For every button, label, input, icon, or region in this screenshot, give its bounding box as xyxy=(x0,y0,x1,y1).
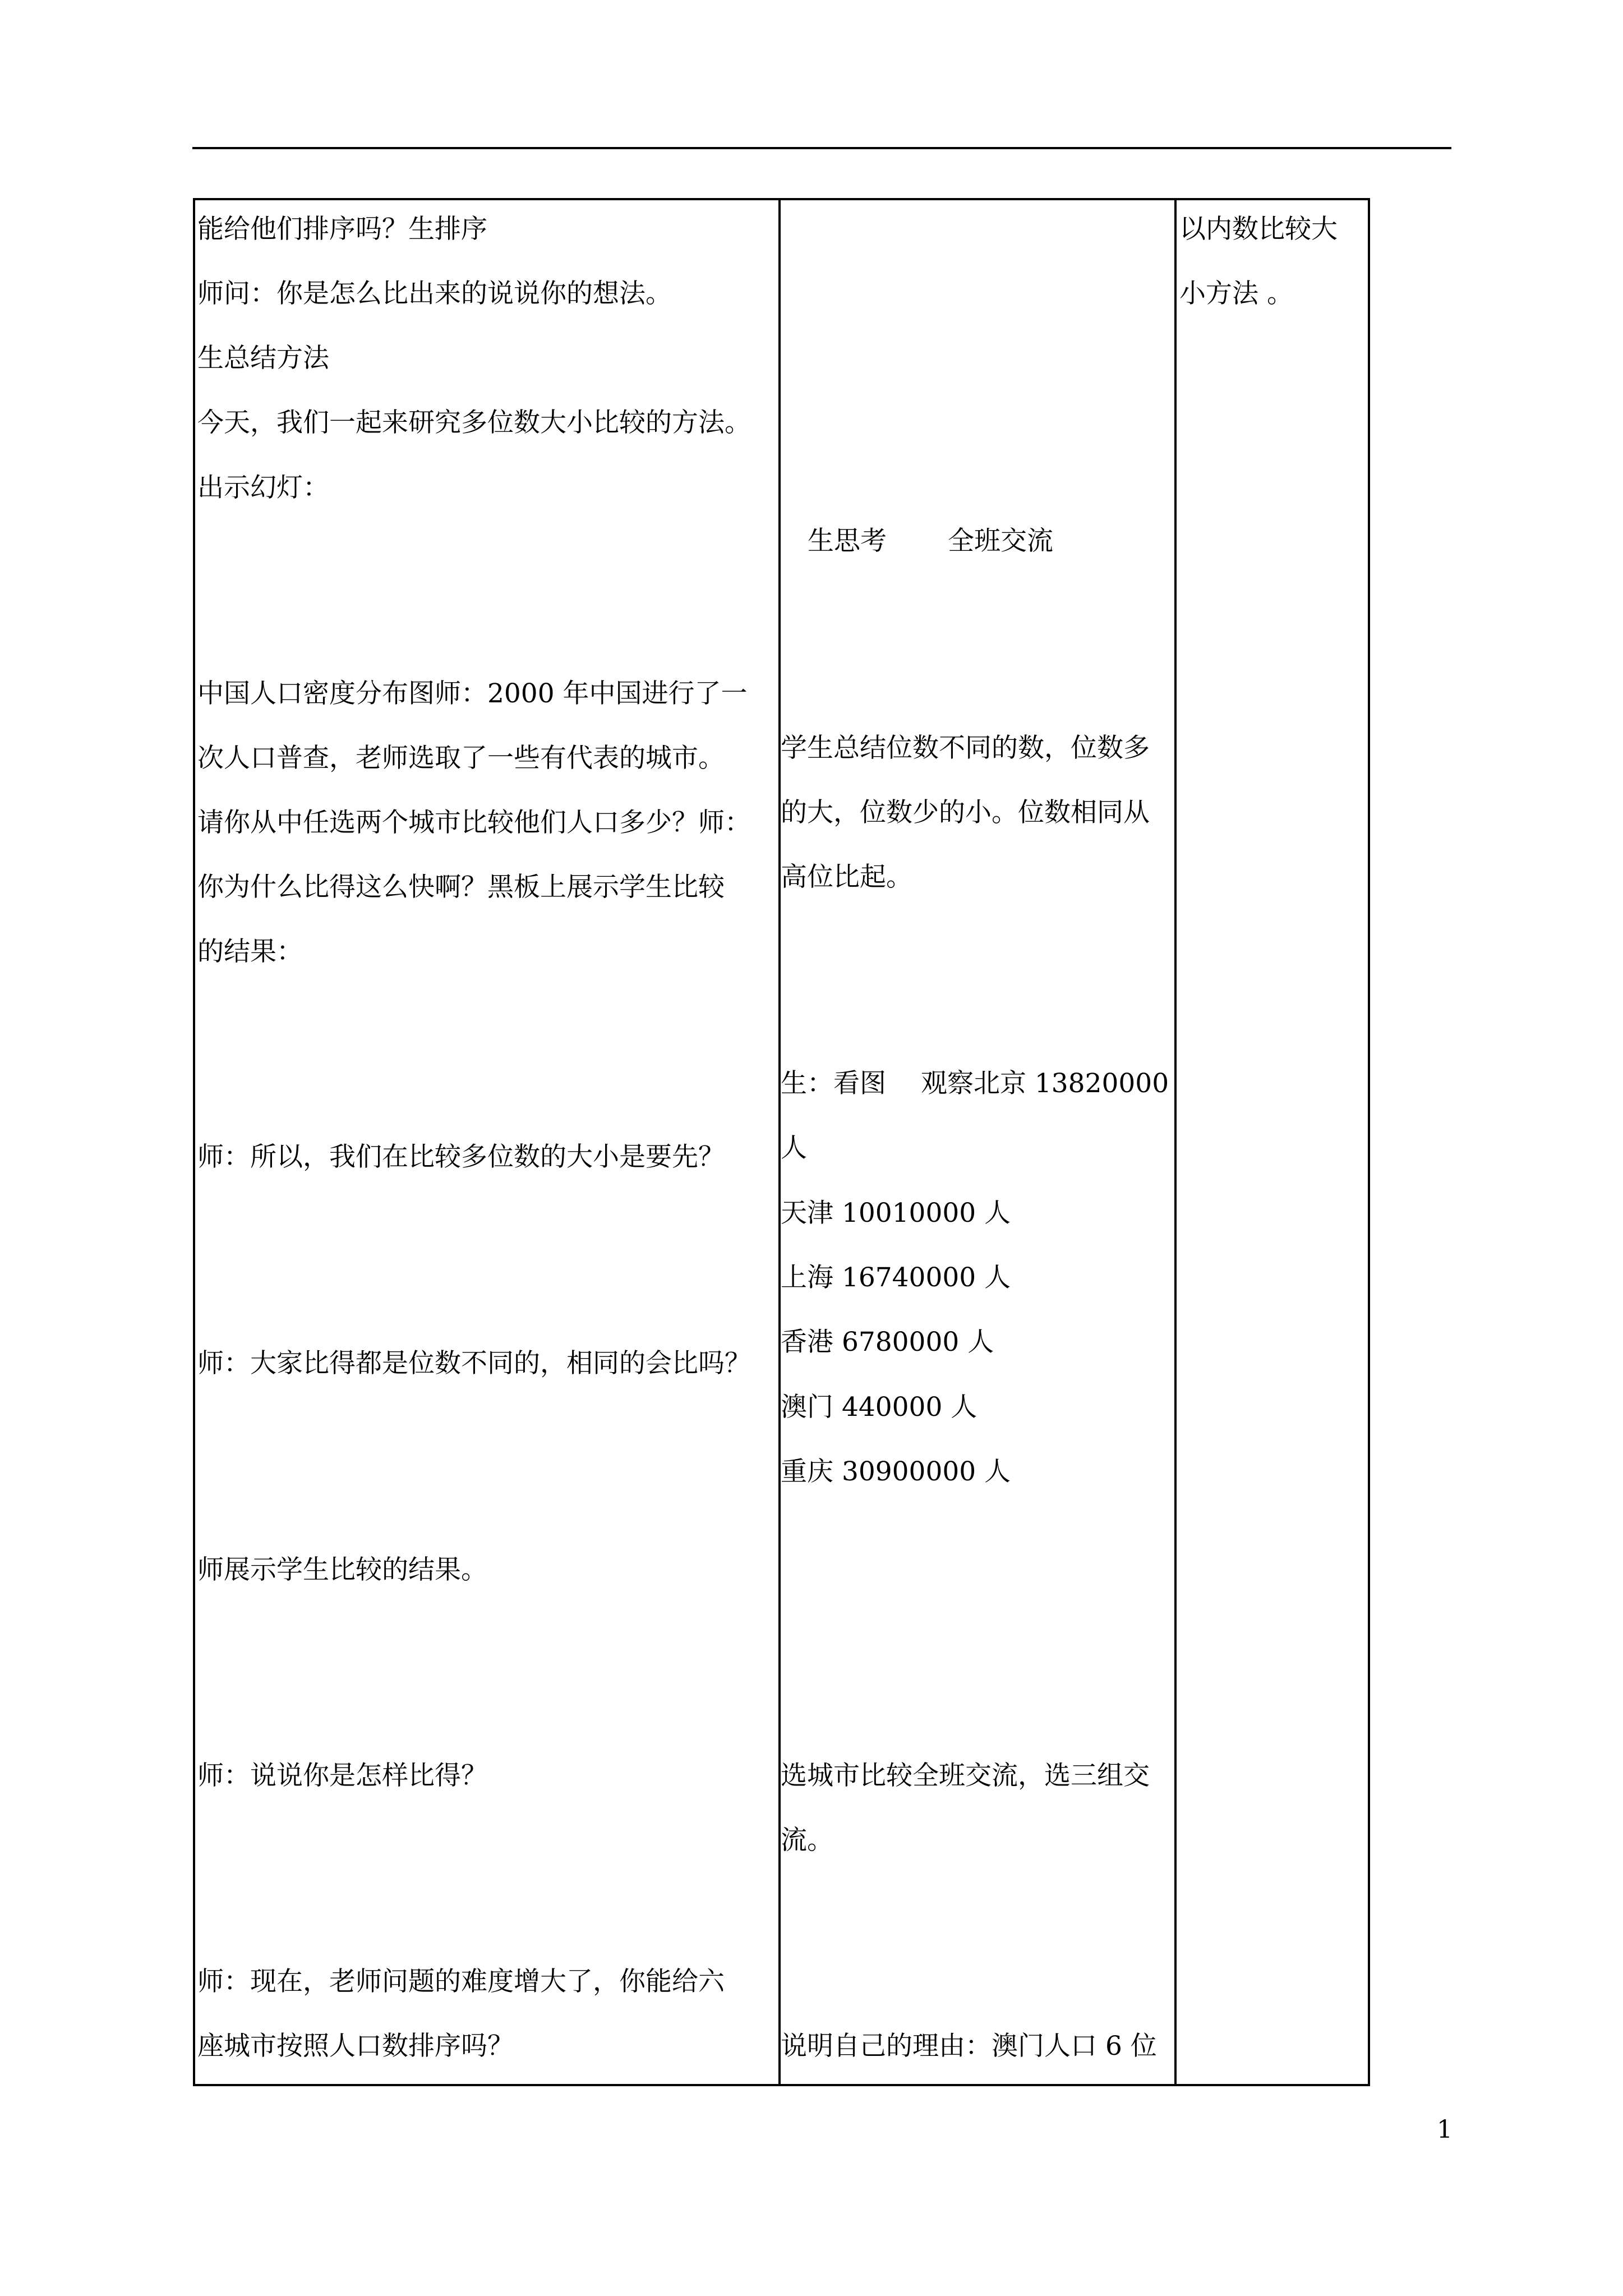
text-line: 天津 10010000 人 xyxy=(781,1198,1011,1228)
text-line: 你为什么比得这么快啊？黑板上展示学生比较 xyxy=(197,872,725,903)
text-line: 上海 16740000 人 xyxy=(781,1262,1011,1293)
text-line: 高位比起。 xyxy=(781,862,912,892)
text-line: 今天，我们一起来研究多位数大小比较的方法。 xyxy=(197,407,751,438)
text-line: 的结果： xyxy=(197,936,303,967)
text-line: 能给他们排序吗？生排序 xyxy=(197,214,487,245)
text-line: 选城市比较全班交流，选三组交 xyxy=(781,1760,1150,1791)
column-divider-2 xyxy=(1174,198,1177,2086)
text-line: 生：看图 观察北京 13820000 xyxy=(781,1068,1169,1099)
text-line: 出示幻灯： xyxy=(197,472,329,503)
text-line: 人 xyxy=(781,1133,807,1163)
text-line: 小方法 。 xyxy=(1179,278,1293,309)
text-line: 说明自己的理由：澳门人口 6 位 xyxy=(781,2031,1157,2062)
text-line: 师：说说你是怎样比得？ xyxy=(197,1760,487,1791)
text-line: 师：大家比得都是位数不同的，相同的会比吗？ xyxy=(197,1348,751,1379)
text-line: 流。 xyxy=(781,1825,833,1856)
text-line: 座城市按照人口数排序吗？ xyxy=(197,2031,514,2062)
text-line: 师问：你是怎么比出来的说说你的想法。 xyxy=(197,278,672,309)
header-rule xyxy=(192,147,1451,149)
text-line: 香港 6780000 人 xyxy=(781,1327,994,1358)
text-line: 师展示学生比较的结果。 xyxy=(197,1554,487,1585)
text-line: 次人口普查，老师选取了一些有代表的城市。 xyxy=(197,743,725,774)
text-line: 中国人口密度分布图师：2000 年中国进行了一 xyxy=(197,678,748,709)
page-number: 1 xyxy=(1437,2115,1453,2144)
text-line: 澳门 440000 人 xyxy=(781,1392,978,1423)
text-line: 重庆 30900000 人 xyxy=(781,1456,1011,1487)
text-line: 学生总结位数不同的数，位数多 xyxy=(781,733,1150,763)
text-line: 的大，位数少的小。位数相同从 xyxy=(781,797,1150,828)
text-line: 生思考 全班交流 xyxy=(808,526,1053,556)
text-line: 师：所以，我们在比较多位数的大小是要先？ xyxy=(197,1142,725,1172)
text-line: 以内数比较大 xyxy=(1179,214,1338,245)
text-line: 请你从中任选两个城市比较他们人口多少？师： xyxy=(197,807,751,838)
text-line: 师：现在，老师问题的难度增大了，你能给六 xyxy=(197,1966,725,1997)
text-line: 生总结方法 xyxy=(197,343,329,374)
